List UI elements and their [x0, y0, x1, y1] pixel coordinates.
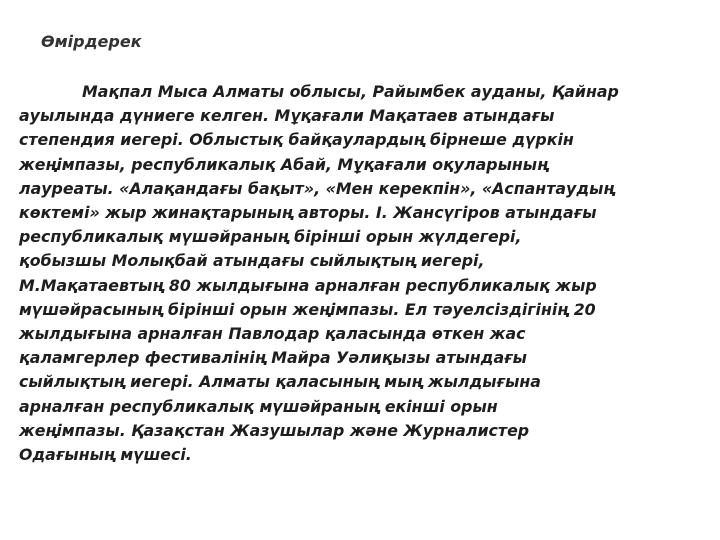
- paragraph-line: лауреаты. «Алақандағы бақыт», «Мен керекпін», «Аспантаудың: [19, 178, 615, 198]
- paragraph-line: көктемі» жыр жинақтарының авторы. І. Жансүгіров атындағы: [19, 203, 597, 223]
- paragraph-line: республикалық мүшәйраның бірінші орын жүлдегері,: [19, 227, 522, 247]
- paragraph-line: ауылында дүниеге келген. Мұқағали Мақатаев атындағы: [19, 106, 555, 126]
- paragraph-line: жылдығына арналған Павлодар қаласында өткен жас: [19, 324, 526, 344]
- document-title: Өмірдерек: [41, 32, 142, 51]
- paragraph-line: арналған республикалық мүшәйраның екінші орын: [19, 396, 498, 416]
- paragraph-line: қобызшы Молықбай атындағы сыйлықтың иегері,: [19, 251, 485, 271]
- paragraph-line: мүшәйрасының бірінші орын жеңімпазы. Ел тәуелсіздігінің 20: [19, 299, 596, 319]
- paragraph-line: Мақпал Мыса Алматы облысы, Райымбек ауданы, Қайнар: [82, 82, 619, 101]
- paragraph-line: Одағының мүшесі.: [19, 445, 192, 465]
- paragraph-line: М.Мақатаевтың 80 жылдығына арналған республикалық жыр: [19, 275, 597, 295]
- paragraph-line: степендия иегері. Облыстық байқаулардың бірнеше дүркін: [19, 130, 574, 150]
- paragraph-line: сыйлықтың иегері. Алматы қаласының мың жылдығына: [19, 372, 541, 392]
- paragraph-line: қаламгерлер фестивалінің Майра Уәлиқызы атындағы: [19, 348, 527, 368]
- biography-paragraph: [19, 80, 709, 467]
- paragraph-line: жеңімпазы, республикалық Абай, Мұқағали оқуларының: [19, 154, 549, 174]
- paragraph-line: жеңімпазы. Қазақстан Жазушылар және Журналистер: [19, 420, 530, 440]
